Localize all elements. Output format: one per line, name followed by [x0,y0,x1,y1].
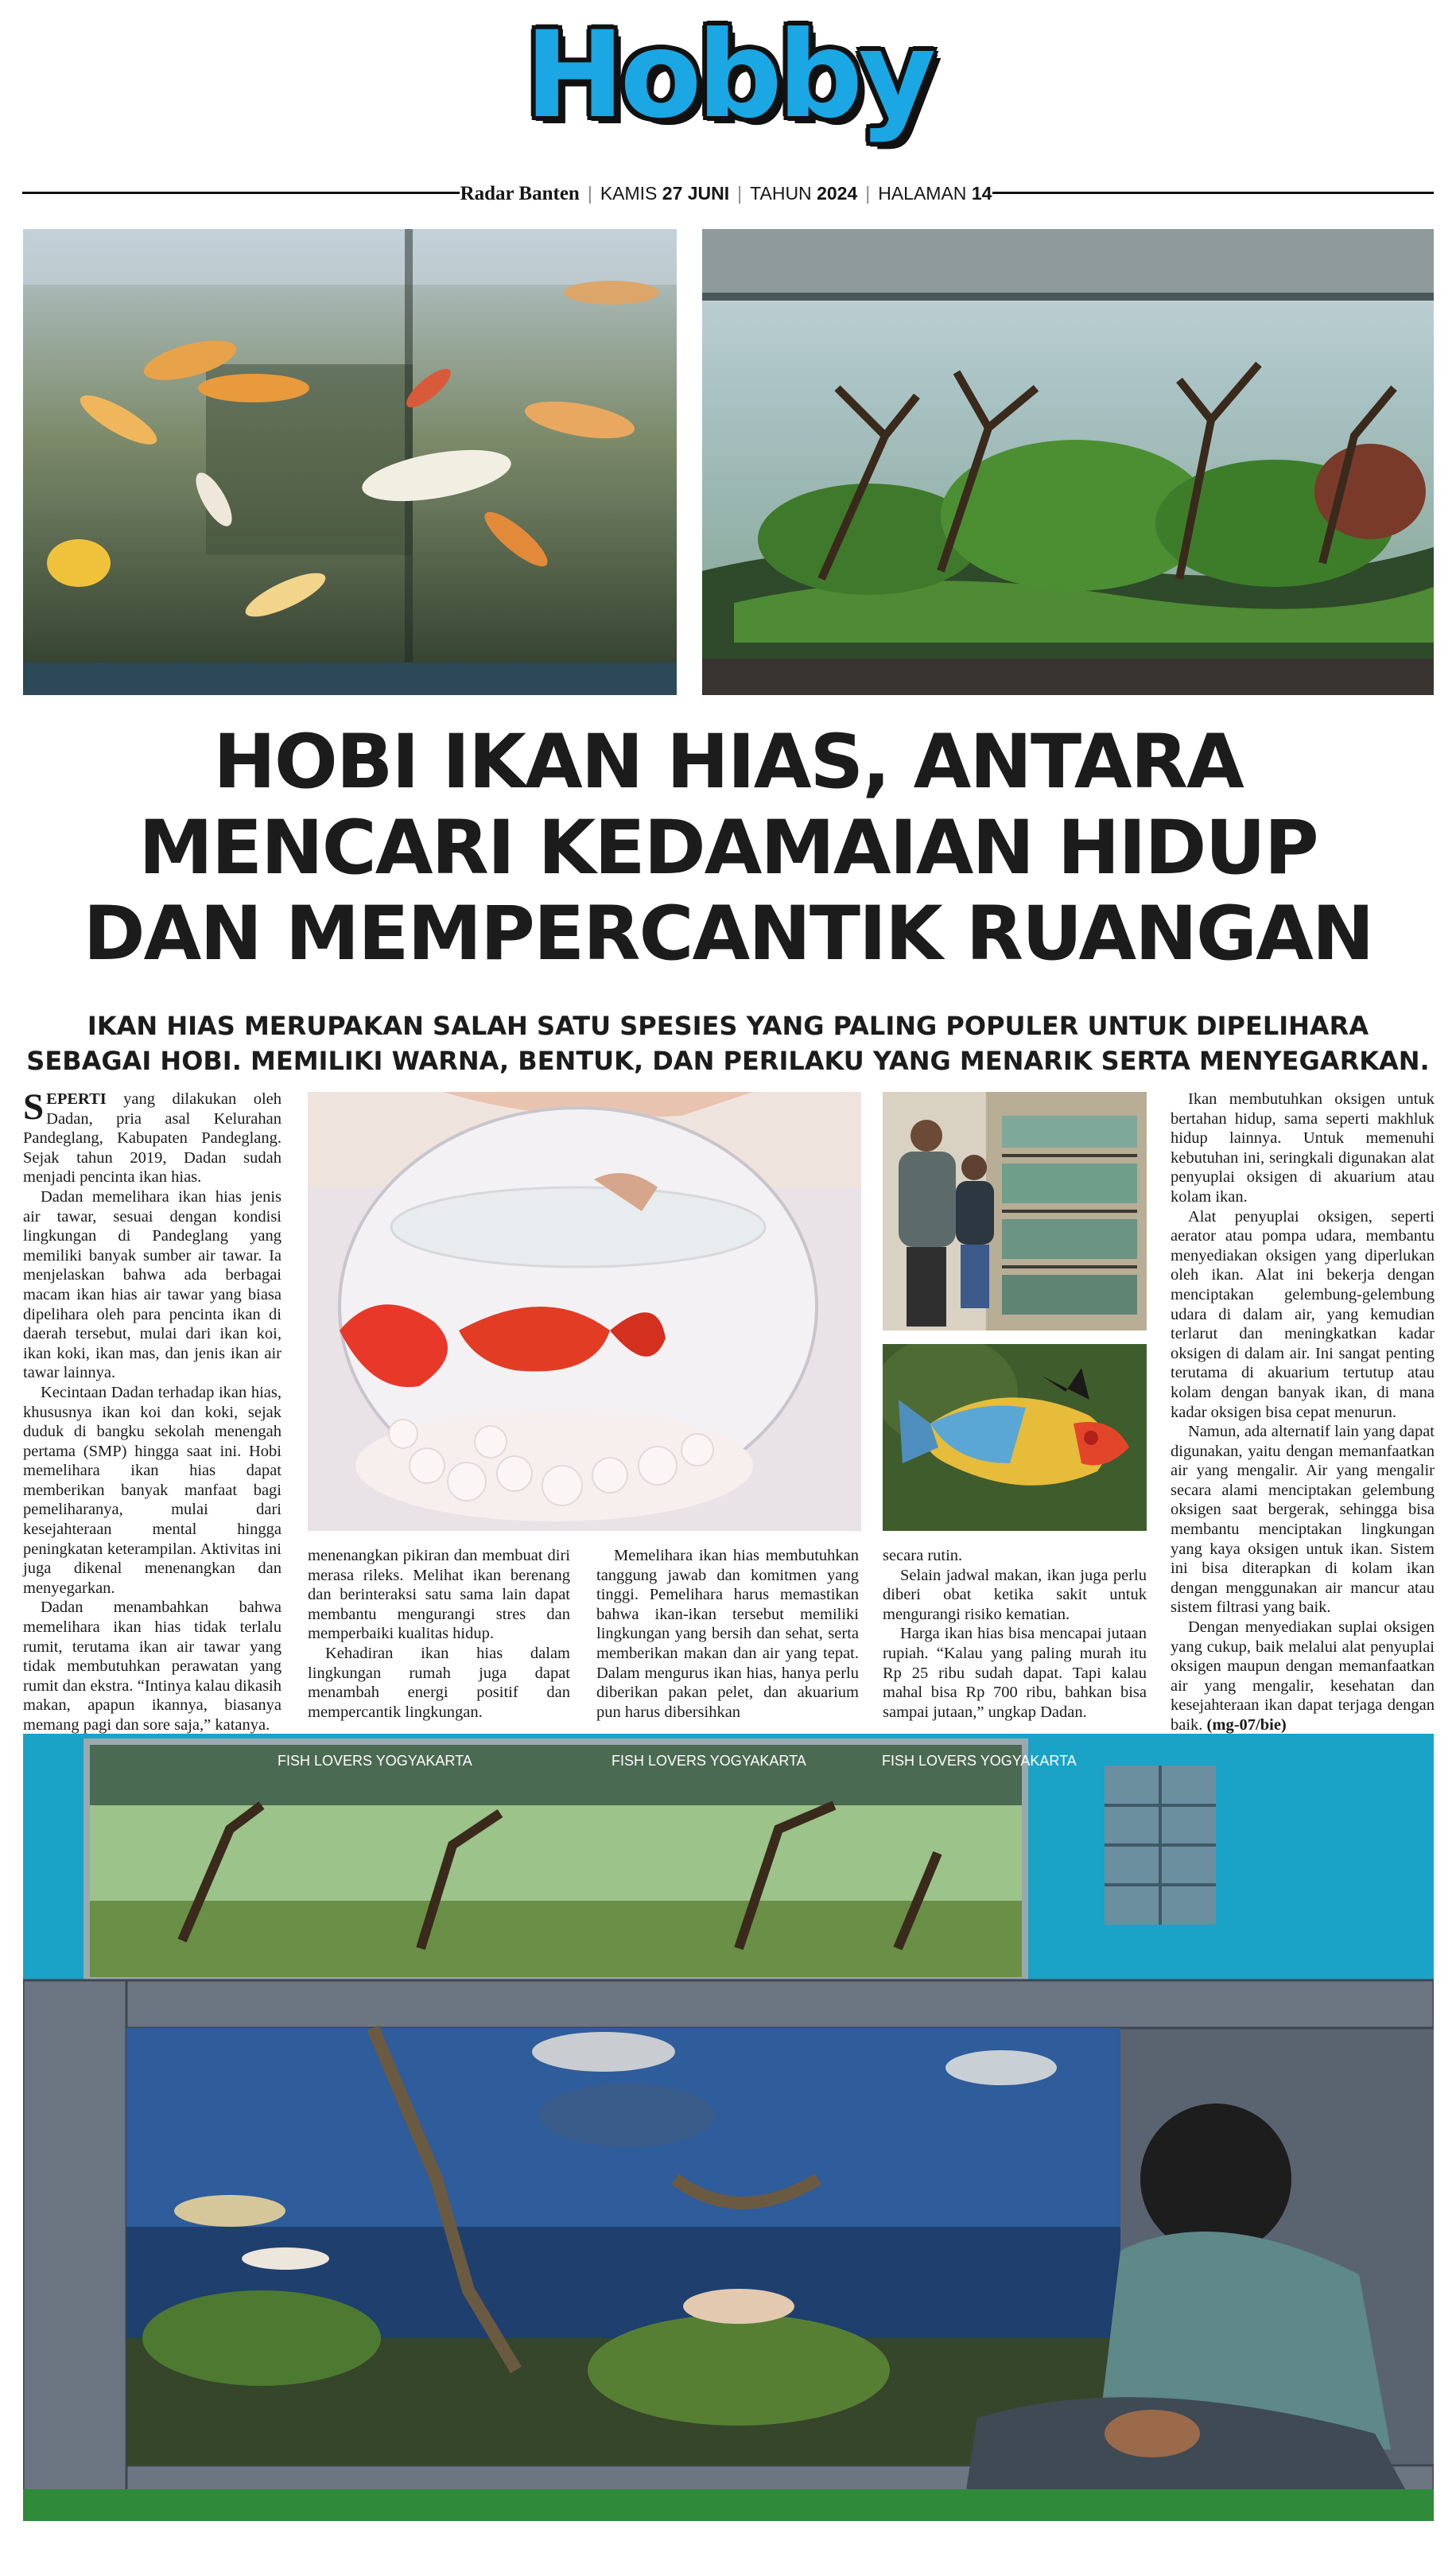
photo-koi-tank [23,229,677,695]
article-paragraph: Dadan menambahkan bahwa memelihara ikan hias tidak terlalu rumit, terutama ikan air tawar yang tidak membutuhkan perawatan yang rumit dan ekstra. “Intinya kalau dikasih makan, apapun ikannya, biasanya memang pagi dan sore saja,” katanya. [23,1599,281,1734]
lead-text: yang dilakukan oleh Dadan, pria asal Kelurahan Pandeglang, Kabupaten Pandeglang. Sejak tahun 2019, Dadan sudah menjadi pencinta ikan hias. [23,1090,281,1187]
article-column-3 [596,1546,859,1722]
subheadline-line-2: SEBAGAI HOBI. MEMILIKI WARNA, BENTUK, DAN PERILAKU YANG MENARIK SERTA MENYEGARKAN. [26,1046,1430,1076]
photo-ram-cichlid [883,1344,1147,1531]
headline-line-3: DAN MEMPERCANTIK RUANGAN [83,891,1373,977]
headline [24,720,1432,977]
article-column-2 [308,1546,570,1722]
photo-fish-shop [883,1092,1147,1331]
lead-caps: EPERTI [46,1090,107,1108]
article-paragraph [23,1086,281,1187]
tank-banner-text: FISH LOVERS YOGYAKARTA [612,1753,806,1769]
dateline-date: 27 JUNI [662,183,730,204]
dateline-year: 2024 [817,183,858,204]
article-paragraph: Namun, ada alternatif lain yang dapat digunakan, yaitu dengan memanfaatkan air yang mengalir. Air yang mengalir secara alami menciptakan gelembung oksigen saat bergerak, sehingga bisa membantu menciptakan lingkungan yang kaya oksigen untuk ikan. Sistem ini bisa diterapkan di kolam ikan dengan menggunakan air mancur atau sistem filtrasi yang baik. [1171,1423,1435,1617]
dateline-year-label: TAHUN [750,183,812,204]
dateline-rule-left [22,192,468,194]
article-paragraph: Alat penyuplai oksigen, seperti aerator atau pompa udara, membantu menyediakan oksigen yang diperlukan oleh ikan. Alat ini bekerja dengan menciptakan gelembung-gelembung udara di dalam air, yang kemudian terlarut dan meningkatkan kadar oksigen di dalam air. Ini sangat penting terutama di akuarium tertutup atau kolam dengan banyak ikan, di mana kadar oksigen bisa cepat menurun. [1171,1207,1435,1421]
article-paragraph: Selain jadwal makan, ikan juga perlu diberi obat ketika sakit untuk mengurangi risiko kematian. [883,1566,1147,1623]
dateline-page: 14 [971,183,992,204]
closing-text: Dengan menyediakan suplai oksigen yang cukup, baik melalui alat penyuplai oksigen maupun dengan memanfaatkan air yang mengalir, kesehatan dan kesejahteraan ikan dapat terjaga dengan baik. [1171,1618,1435,1734]
dateline-day: KAMIS [600,183,658,204]
drop-cap: S [23,1086,45,1128]
photo-home-aquarium [23,1734,1434,2521]
article-paragraph: Ikan membutuhkan oksigen untuk bertahan hidup, sama seperti makhluk hidup lainnya. Untuk memenuhi kebutuhan ini, seringkali digunakan alat penyuplai oksigen di akuarium atau kolam ikan. [1171,1090,1435,1206]
subheadline-line-1: IKAN HIAS MERUPAKAN SALAH SATU SPESIES YANG PALING POPULER UNTUK DIPELIHARA [87,1011,1369,1041]
article-paragraph: Kehadiran ikan hias dalam lingkungan rumah juga dapat menambah energi positif dan mempercantik lingkungan. [308,1644,570,1721]
article-column-4 [883,1546,1147,1722]
article-paragraph: Harga ikan hias bisa mencapai jutaan rupiah. “Kalau yang paling murah itu Rp 25 ribu sudah dapat. Tapi kalau mahal bisa Rp 700 ribu, bahkan bisa sampai jutaan,” ungkap Dadan. [883,1625,1147,1721]
article-paragraph: Memelihara ikan hias membutuhkan tanggung jawab dan komitmen yang tinggi. Pemelihara harus memastikan bahwa ikan-ikan tersebut memiliki lingkungan yang bersih dan sehat, serta memberikan makan dan air yang tepat. Dalam mengurus ikan hias, hanya perlu diberikan pakan pelet, dan akuarium pun harus dibersihkan [596,1547,859,1721]
author-signoff: (mg-07/bie) [1206,1716,1287,1734]
dateline [22,177,1434,208]
tank-banner-text: FISH LOVERS YOGYAKARTA [882,1753,1077,1769]
headline-line-1: HOBI IKAN HIAS, ANTARA [213,719,1243,806]
tank-banner-text: FISH LOVERS YOGYAKARTA [278,1753,472,1769]
section-masthead [0,6,1456,145]
dateline-text: Radar Banten | KAMIS 27 JUNI | TAHUN 2024 | HALAMAN 14 [460,180,992,207]
article-paragraph [1171,1618,1435,1735]
photo-aquascape [702,229,1434,695]
subheadline [24,1008,1432,1078]
dateline-page-label: HALAMAN [878,183,967,204]
dateline-rule-right [984,192,1434,194]
section-logo: Hobby [524,6,932,145]
photo-goldfish-bowl [308,1092,861,1531]
article-paragraph: secara rutin. [883,1547,963,1564]
article-paragraph: Kecintaan Dadan terhadap ikan hias, khususnya ikan koi dan koki, sejak duduk di bangku sekolah menengah pertama (SMP) hingga saat ini. Hobi memelihara ikan hias dapat memberikan banyak manfaat bagi pemeliharanya, mulai dari kesejahteraan mental hingga peningkatan keterampilan. Aktivitas ini juga dikenal menenangkan dan menyegarkan. [23,1383,281,1597]
article-column-5 [1171,1090,1435,1735]
article-column-1 [23,1086,281,1774]
article-paragraph: Dadan memelihara ikan hias jenis air tawar, sesuai dengan kondisi lingkungan di Pandeglang yang memiliki banyak sumber air tawar. Ia menjelaskan bahwa ada berbagai macam ikan hias air tawar yang biasa dipelihara oleh para pencinta ikan di daerah tersebut, mulai dari ikan koi, ikan koki, ikan mas, dan jenis ikan air tawar lainnya. [23,1187,281,1382]
headline-line-2: MENCARI KEDAMAIAN HIDUP [138,805,1318,892]
publication-name: Radar Banten [460,183,580,204]
article-paragraph: menenangkan pikiran dan membuat diri merasa rileks. Melihat ikan berenang dan berinteraksi satu sama lain dapat membantu mengurangi stres dan memperbaiki kualitas hidup. [308,1547,570,1643]
